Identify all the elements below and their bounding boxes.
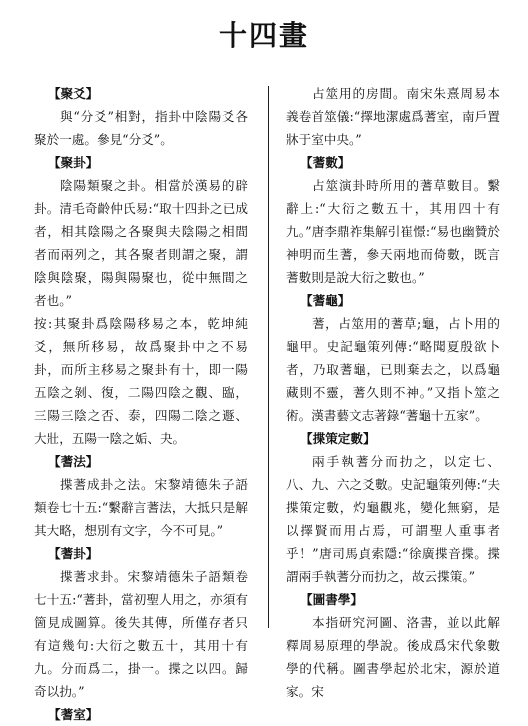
entry-shi-gui [286,289,500,427]
entry-heading: 【聚爻】 [48,86,99,101]
entry-ju-gua [34,151,248,450]
entry-text: 陰陽類聚之卦。相當於漢易的辟卦。清毛奇齡仲氏易:“取十四卦之已成者，相其陰陽之各聚與夫陰陽之相間者而兩列之，其各聚者則謂之聚，謂陰與陰聚，陽與陽聚也，從中無間之者也。” [34,178,248,308]
entry-ju-yao [34,82,248,151]
entry-heading: 【揲策定數】 [300,431,376,446]
entry-tu-shu-xue [286,588,500,703]
entry-text: 占筮用的房間。南宋朱熹周易本義卷首筮儀:“擇地潔處爲蓍室，南戶置牀于室中央。” [286,86,500,147]
entry-she-ce-ding-shu [286,427,500,588]
entry-shi-shi-cont [286,82,500,151]
left-column [34,82,248,726]
right-column [286,82,500,703]
entry-text: 占筮演卦時所用的蓍草數目。繫辭上:“大衍之數五十，其用四十有九。”唐李鼎祚集解引崔憬:“易也幽贊於神明而生蓍，參天兩地而倚數，既言蓍數則是說大衍之數也。” [286,178,500,285]
entry-text: 兩手執蓍分而扐之，以定七、八、九、六之爻數。史記龜策列傳:“夫揲策定數，灼龜觀兆，變化無窮，是以擇賢而用占焉，可謂聖人重事者乎！”唐司馬貞索隱:“徐廣揲音揲。揲謂兩手執蓍分而扐之，故云揲策。” [286,454,500,584]
page-title: 十四畫 [218,19,309,52]
entry-text: 揲蓍成卦之法。宋黎靖德朱子語類卷七十五:“繫辭言蓍法，大抵只是解其大略，想別有文字，今不可見。” [34,477,248,538]
entry-shi-shi [34,703,248,726]
entry-text: 揲蓍求卦。宋黎靖德朱子語類卷七十五:“蓍卦，當初聖人用之，亦須有箇見成圖算。後失其傳，所僅存者只有這幾句:大衍之數五十，其用十有九。分而爲二，掛一。揲之以四。歸奇以扐。” [34,569,248,699]
entry-shi-fa [34,450,248,542]
column-divider [268,86,269,628]
entry-heading: 【蓍室】 [48,707,99,722]
entry-heading: 【蓍卦】 [48,546,99,561]
entry-heading: 【蓍龜】 [300,293,351,308]
entry-heading: 【蓍法】 [48,454,99,469]
entry-text: 與“分爻”相對，指卦中陰陽爻各聚於一處。參見“分爻”。 [34,109,248,147]
entry-text: 蓍，占筮用的蓍草;龜，占卜用的龜甲。史記龜策列傳:“略聞夏殷欲卜者，乃取蓍龜，已則棄去之，以爲龜藏則不靈，蓍久則不神。”又指卜筮之術。漢書藝文志著錄“蓍龜十五家”。 [286,316,500,423]
entry-text: 本指研究河圖、洛書，並以此解釋周易原理的學說。後成爲宋代象數學的代稱。圖書學起於北宋，源於道家。宋 [286,615,500,699]
entry-heading: 【圖書學】 [300,592,363,607]
entry-text: 按:其聚卦爲陰陽移易之本，乾坤純爻，無所移易，故爲聚卦中之不易卦，而所主移易之聚卦有十，即一陽五陰之剝、復，二陽四陰之觀、臨，三陽三陰之否、泰，四陽二陰之遯、大壯，五陽一陰之姤、夬。 [34,316,248,446]
entry-shi-gua [34,542,248,703]
entry-heading: 【蓍數】 [300,155,351,170]
entry-heading: 【聚卦】 [48,155,99,170]
entry-shi-shu [286,151,500,289]
